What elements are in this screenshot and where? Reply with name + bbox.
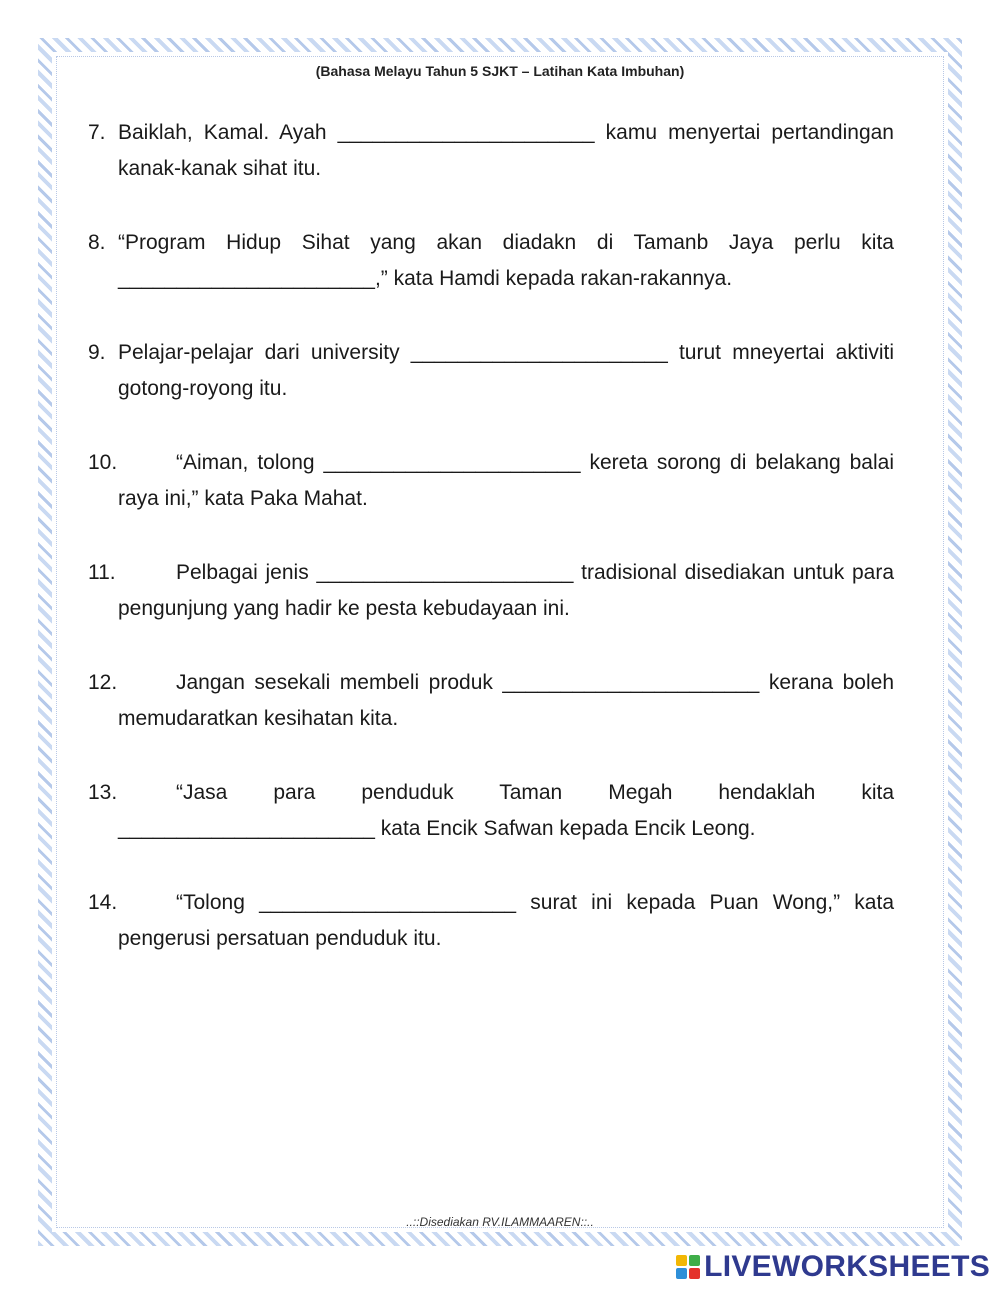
- question-item: [88, 775, 894, 847]
- question-item: [88, 555, 894, 627]
- question-item: [88, 445, 894, 517]
- logo-mark-icon: [676, 1255, 700, 1279]
- question-number: 14.: [88, 891, 118, 914]
- question-text: Pelbagai jenis ______________________ tradisional disediakan untuk para pengunjung yang hadir ke pesta kebudayaan ini.: [118, 561, 894, 620]
- question-number: 12.: [88, 671, 118, 694]
- worksheet-footer: ..::Disediakan RV.ILAMMAAREN::..: [406, 1215, 594, 1229]
- logo-square-yellow: [676, 1255, 687, 1266]
- liveworksheets-logo[interactable]: [676, 1249, 990, 1285]
- question-text: “Tolong ______________________ surat ini kepada Puan Wong,” kata pengerusi persatuan penduduk itu.: [118, 891, 894, 950]
- question-number: 9.: [88, 341, 106, 364]
- question-text: “Program Hidup Sihat yang akan diadakn di Tamanb Jaya perlu kita ______________________,” kata Hamdi kepada rakan-rakannya.: [118, 231, 894, 290]
- question-number: 8.: [88, 231, 106, 254]
- question-number: 10.: [88, 451, 118, 474]
- question-text: Baiklah, Kamal. Ayah ______________________ kamu menyertai pertandingan kanak-kanak sihat itu.: [118, 121, 894, 180]
- question-list: [88, 115, 894, 995]
- question-text: “Jasa para penduduk Taman Megah hendaklah kita ______________________ kata Encik Safwan kepada Encik Leong.: [118, 781, 894, 840]
- question-item: [88, 335, 894, 407]
- logo-square-green: [689, 1255, 700, 1266]
- question-text: Jangan sesekali membeli produk ______________________ kerana boleh memudaratkan kesihatan kita.: [118, 671, 894, 730]
- question-item: [88, 885, 894, 957]
- worksheet-header: (Bahasa Melayu Tahun 5 SJKT – Latihan Kata Imbuhan): [315, 63, 685, 79]
- question-item: [88, 115, 894, 187]
- question-number: 13.: [88, 781, 118, 804]
- logo-square-blue: [676, 1268, 687, 1279]
- question-number: 7.: [88, 121, 106, 144]
- question-number: 11.: [88, 561, 116, 584]
- question-item: [88, 665, 894, 737]
- logo-square-red: [689, 1268, 700, 1279]
- question-item: [88, 225, 894, 297]
- question-text: “Aiman, tolong ______________________ kereta sorong di belakang balai raya ini,” kata Paka Mahat.: [118, 451, 894, 510]
- question-text: Pelajar-pelajar dari university ______________________ turut mneyertai aktiviti gotong-royong itu.: [118, 341, 894, 400]
- brand-name: LIVEWORKSHEETS: [704, 1250, 990, 1283]
